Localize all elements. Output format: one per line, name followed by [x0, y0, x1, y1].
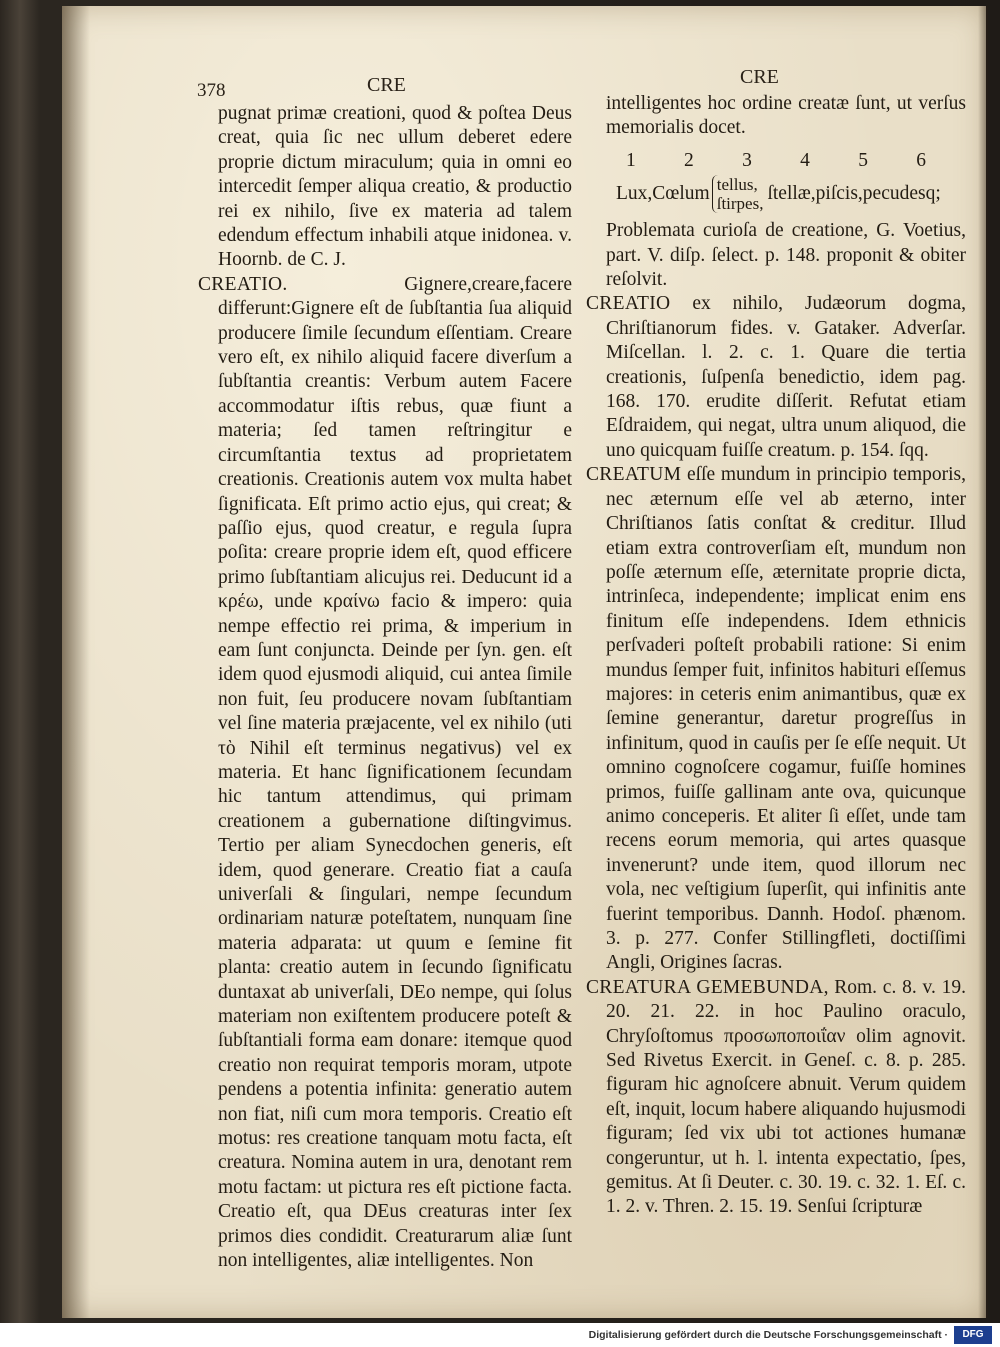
right-intro-paragraph: intelligentes hoc ordine creatæ ſunt, ut verſus memorialis docet.	[606, 93, 966, 139]
right-entries	[586, 219, 966, 1220]
entry-text: eſſe mundum in principio temporis, nec æternum eſſe vel ab æterno, inter Chriſtianos ſatis conſtat & creditur. Illud etiam extra controverſiam eſt, mundum non poſſe æternum eſſe, æternitate proprie dicta, intrinſeca, independente; implicat enim ens finitum eſſe independens. Idem ethnicis perſvaderi poſteſt probabili ratione: Si enim mundus ſemper fuit, infinitos habituri eſſemus majores: in ceteris enim animantibus, quæ ex ſemine generantur, daretur progreſſus in infinitum, quod in cauſis per ſe eſſe nequit. Ut omnino cognoſcere cogamur, fuiſſe homines primos, fuiſſe gallinam ante ova, quicunque animo conceperis. Et aliter ſi eſſet, unde tam recens eorum memoria, qui artes quasque invenerunt? unde item, quod illorum nec vola, nec veſtigium ſuperſit, qui infinitis ante fuerint temporibus. Dannh. Hodoſ. phænom. 3. p. 277. Confer Stillingfleti, doctiſſimi Angli, Origines ſacras.	[606, 464, 966, 974]
entry-lemma: CREATIO.	[198, 273, 288, 295]
right-entry-paragraph	[586, 976, 966, 1220]
left-continuation-paragraph: pugnat primæ creationi, quod & poſtea Deus creat, quia ſic nec ullum deberet edere proprie dictum miraculum; quia in omni eo intercedit ſemper aliqua creatio, & productio rei ex nihilo, ſive ex materia ad talem edendum effectum inhabili atque inidonea. v. Hoornb. de C. J.	[218, 103, 572, 271]
right-continuation-paragraph: Problemata curioſa de creatione, G. Voetius, part. V. diſp. ſelect. p. 148. proponit & obiter reſolvit.	[606, 220, 966, 291]
gutter-shadow	[62, 6, 90, 1318]
left-column	[198, 102, 572, 1274]
entry-text: ex nihilo, Judæorum dogma, Chriſtianorum fides. v. Gataker. Adverſar. Miſcellan. l. 2. c. 1. Quare die tertia creationis, ſuſpenſa benedictio, idem pag. 168. 170. erudite diſſerit. Refutat etiam Eſdraidem, qui negat, ultra unum aliquod, die uno quicquam fuiſſe creatum. p. 154. ſqq.	[606, 293, 966, 461]
footer-credit: Digitalisierung gefördert durch die Deutsche Forschungsgemeinschaft ·	[588, 1329, 948, 1341]
verse-lead: Lux,Cœlum	[616, 183, 710, 205]
page-number: 378	[197, 80, 226, 101]
verse-number: 6	[916, 149, 926, 171]
left-entry-paragraph	[198, 273, 572, 1274]
page-edge	[978, 6, 988, 1318]
dfg-logo: DFG	[954, 1326, 992, 1344]
verse-stack-bottom: ſtirpes,	[716, 194, 764, 214]
entry-lemma: CREATIO	[586, 293, 671, 315]
entry-text: Gignere,creare,facere differunt:Gignere eſt de ſubſtantia ſua aliquid producere ſimile ſecundum eſſentiam. Creare vero eſt, ex nihilo aliquid facere diverſum a ſubſtantia creantis: Verbum autem Facere accommodatur iſtis rebus, quæ fiunt a materia; ſed tamen reſtringitur e circumſtantia textus ad proprietatem creationis. Creationis autem vox multa habet ſignificata. Eſt primo actio ejus, qui creat; & paſſio ejus, quod creatur, e regula ſupra poſita: creare proprie idem eſt, quod efficere primo ſubſtantiam alicujus rei. Deducunt id a κρέω, unde κραίνω facio & impero: quia nempe effectio rei prima, & imperium in eam ſunt conjuncta. Deinde per ſyn. gen. eſt idem quod ejusmodi aliquid, cui antea ſimile non fuit, ſeu producere novam ſubſtantiam vel ſine materia præjacente, vel ex nihilo (uti τὸ Nihil eſt terminus negativus) vel ex materia. Et hanc ſignificationem ſecundam hic tantum attendimus, qui primam creationem a gubernatione diſtingvimus. Tertio per aliam Synecdochen generis, eſt idem, quod generare. Creatio fiat a cauſa univerſali & ſingulari, nempe ſecundum ordinariam naturæ poteſtatem, nunquam ſine materia adparata: ut quum e ſemine fit planta: creatio autem in ſecundo ſignificatu duntaxat ab univerſali, DEo nempe, qui ſolus materiam non exiſtentem producere poteſt & ſubſtantiali forma eam donare: itemque quod creatio non requirat temporis moram, utpote pendens a potentia infinita: generatio autem non fiat, niſi cum mora temporis. Creatio eſt motus: res creatione tanquam motu facta, eſt creatura. Nomina autem in ura, denotant rem motu factam: ut pictura res eſt pictione facta. Creatio eſt, qua DEus creaturas inter ſex primos dies condidit. Creaturarum aliæ ſunt non intelligentes, aliæ intelligentes. Non	[218, 273, 572, 1272]
right-running-head: CRE	[740, 66, 779, 88]
right-column	[586, 92, 966, 1220]
verse-line	[586, 175, 966, 213]
right-entry-paragraph	[586, 463, 966, 976]
verse-number: 2	[684, 149, 694, 171]
verse-number: 4	[800, 149, 810, 171]
entry-lemma: CREATUM	[586, 464, 682, 486]
verse-number: 3	[742, 149, 752, 171]
verse-tail: ſtellæ,piſcis,pecudesq;	[767, 183, 941, 205]
verse-brace-stack	[712, 175, 768, 213]
entry-text: , Rom. c. 8. v. 19. 20. 21. 22. in hoc Paulino oraculo, Chryſoſtomus προσωποποιΐαν olim agnovit. Sed Rivetus Exercit. in Geneſ. c. 8. p. 285. figuram hic agnoſcere abnuit. Verum quidem eſt, inquit, locum habere aliquando hujusmodi figuram; ſed vix ubi tot actiones humanæ congeruntur, ut h. l. intenta expectatio, ſpes, gemitus. At ſi Deuter. c. 30. 19. c. 32. 1. Eſ. c. 1. 2. v. Thren. 2. 15. 19. Senſui ſcripturæ	[606, 976, 966, 1218]
left-running-head: CRE	[367, 74, 406, 96]
verse-stack-top: tellus,	[716, 175, 758, 195]
verse-number: 1	[626, 149, 636, 171]
right-entry-paragraph	[586, 292, 966, 463]
verse-number: 5	[858, 149, 868, 171]
entry-lemma: CREATURA GEMEBUNDA	[586, 976, 824, 998]
verse-number-row	[586, 149, 966, 173]
